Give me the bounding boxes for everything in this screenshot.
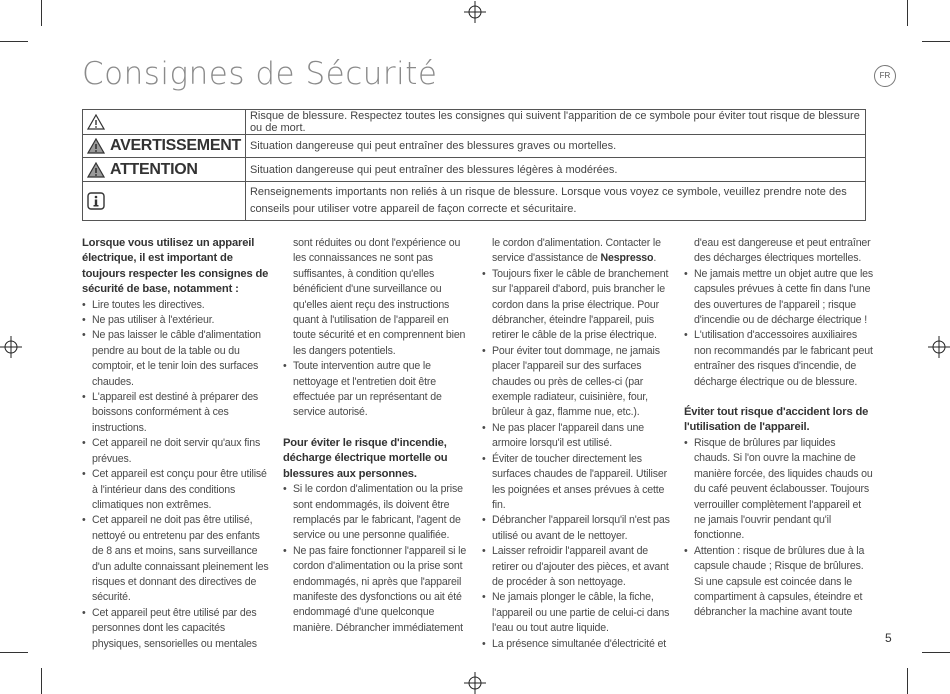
bullet-list (283, 482, 473, 636)
crop-mark (907, 0, 908, 26)
language-badge: FR (874, 65, 896, 87)
section-heading: Lorsque vous utilisez un appareil électrique, il est important de toujours respecter les consignes de sécurité de base, notamment : (82, 237, 269, 296)
continuation-text (482, 236, 672, 267)
crop-mark (907, 668, 908, 694)
text-column-1 (82, 236, 272, 652)
registration-mark-icon (928, 336, 950, 358)
registration-mark-icon (464, 1, 486, 23)
spacer (283, 421, 473, 436)
list-item: • Cet appareil ne doit servir qu'aux fins prévues. (82, 436, 272, 467)
list-item: • Risque de brûlures par liquides chauds. Si l'on ouvre la machine de manière forcée, des liquides chauds ou du café peuvent éclabousser. Toujours verrouiller complètement l'appareil et ne jamais l'ouvrir pendant qu'il fonctionne. (684, 436, 874, 544)
crop-mark (922, 652, 950, 653)
bullet-list (684, 267, 874, 390)
text-column-4 (684, 236, 874, 621)
list-item: • Cet appareil ne doit pas être utilisé, nettoyé ou entretenu par des enfants de 8 ans et moins, sans surveillance d'un adulte connaissant pleinement les risques et donnant des directives de sécurité. (82, 513, 272, 605)
list-item: • Si le cordon d'alimentation ou la prise sont endommagés, ils doivent être remplacés par le fabricant, l'agent de service ou une personne qualifiée. (283, 482, 473, 544)
continuation-text-end: . (653, 252, 657, 265)
symbol-description: Situation dangereuse qui peut entraîner des blessures légères à modérées. (245, 158, 865, 182)
warning-label: AVERTISSEMENT (110, 137, 241, 154)
text-column-2 (283, 236, 473, 636)
symbols-table (82, 109, 866, 221)
list-item: • Débrancher l'appareil lorsqu'il n'est pas utilisé ou avant de le nettoyer. (482, 513, 672, 544)
continuation-text: sont réduites ou dont l'expérience ou les connaissances ne sont pas suffisantes, à condition qu'elles bénéficient d'une surveillance ou qu'elles aient reçu des instructions quant à l'utilisation de l'appareil en toute sécurité et en comprennent bien les dangers potentiels. (293, 237, 466, 357)
bullet-list (684, 436, 874, 621)
warning-triangle-filled-icon (87, 162, 105, 178)
list-item: • Ne pas faire fonctionner l'appareil si le cordon d'alimentation ou la prise sont endommagés, ni après que l'appareil manifeste des dysfonctions ou ait été endommagé d'une quelconque manière. Débrancher immédiatement (283, 544, 473, 636)
brand-name: Nespresso (600, 252, 654, 265)
continuation-text-start: le cordon d'alimentation. Contacter le service d'assistance de (492, 237, 661, 265)
section-heading: Éviter tout risque d'accident lors de l'utilisation de l'appareil. (684, 406, 869, 434)
symbol-row (83, 158, 866, 182)
registration-mark-icon (0, 336, 22, 358)
list-item: • Ne pas utiliser à l'extérieur. (82, 313, 272, 328)
crop-mark (0, 41, 28, 42)
crop-mark (41, 668, 42, 694)
spacer (684, 390, 874, 405)
warning-triangle-outline-icon (87, 114, 105, 130)
list-item: • Éviter de toucher directement les surfaces chaudes de l'appareil. Utiliser les poignées et anses prévues à cette fin. (482, 452, 672, 514)
bullet-list (482, 267, 672, 652)
continuation-text: d'eau est dangereuse et peut entraîner des décharges électriques mortelles. (694, 237, 871, 265)
list-item: • Laisser refroidir l'appareil avant de retirer ou d'ajouter des pièces, et avant de procéder à son nettoyage. (482, 544, 672, 590)
text-column-3 (482, 236, 672, 652)
symbol-cell (83, 110, 246, 135)
list-item: • Toute intervention autre que le nettoyage et l'entretien doit être effectuée par un représentant de service autorisé. (283, 359, 473, 421)
list-item: • Pour éviter tout dommage, ne jamais placer l'appareil sur des surfaces chaudes ou près de celles-ci (par exemple radiateur, cuisinière, four, brûleur à gaz, flamme nue, etc.). (482, 344, 672, 421)
symbol-cell (83, 182, 246, 221)
list-item: • Toujours fixer le câble de branchement sur l'appareil d'abord, puis brancher le cordon dans la prise électrique. Pour débrancher, éteindre l'appareil, puis retirer le câble de la prise électrique. (482, 267, 672, 344)
list-item: • L'appareil est destiné à préparer des boissons conformément à ces instructions. (82, 390, 272, 436)
symbol-cell (83, 158, 246, 182)
attention-label: ATTENTION (110, 160, 198, 178)
symbol-cell (83, 135, 246, 158)
warning-triangle-filled-icon (87, 138, 105, 154)
list-item: • L'utilisation d'accessoires auxiliaires non recommandés par le fabricant peut entraîner des risques d'incendie, de décharge électrique ou de blessure. (684, 328, 874, 390)
symbol-row (83, 110, 866, 135)
list-item: • Ne pas laisser le câble d'alimentation pendre au bout de la table ou du comptoir, et le tenir loin des surfaces chaudes. (82, 328, 272, 390)
registration-mark-icon (464, 672, 486, 694)
list-item: • Lire toutes les directives. (82, 298, 272, 313)
symbol-description: Situation dangereuse qui peut entraîner des blessures graves ou mortelles. (245, 135, 865, 158)
symbol-row (83, 182, 866, 221)
symbol-description: Renseignements importants non reliés à un risque de blessure. Lorsque vous voyez ce symbole, veuillez prendre note des conseils pour utiliser votre appareil de façon correcte et sécuritaire. (245, 182, 865, 221)
crop-mark (41, 0, 42, 26)
page-number: 5 (885, 631, 892, 645)
info-icon (87, 192, 105, 210)
list-item: • Ne jamais plonger le câble, la fiche, l'appareil ou une partie de celui-ci dans l'eau ou tout autre liquide. (482, 590, 672, 636)
list-item: • La présence simultanée d'électricité et (482, 637, 672, 652)
section-heading: Pour éviter le risque d'incendie, décharge électrique mortelle ou blessures aux personnes. (283, 436, 448, 480)
bullet-list (283, 359, 473, 421)
bullet-list (82, 298, 272, 652)
page-title: Consignes de Sécurité (82, 56, 438, 92)
crop-mark (922, 41, 950, 42)
symbol-description: Risque de blessure. Respectez toutes les consignes qui suivent l'apparition de ce symbole pour éviter tout risque de blessure ou de mort. (245, 110, 865, 135)
list-item: • Ne jamais mettre un objet autre que les capsules prévues à cette fin dans l'une des ouvertures de l'appareil ; risque d'incendie ou de décharge électrique ! (684, 267, 874, 329)
list-item: • Cet appareil est conçu pour être utilisé à l'intérieur dans des conditions climatiques non extrêmes. (82, 467, 272, 513)
list-item: • Attention : risque de brûlures due à la capsule chaude ; Risque de brûlures. Si une capsule est coincée dans le compartiment à capsules, éteindre et débrancher la machine avant toute (684, 544, 874, 621)
crop-mark (0, 652, 28, 653)
symbol-row (83, 135, 866, 158)
list-item: • Cet appareil peut être utilisé par des personnes dont les capacités physiques, sensorielles ou mentales (82, 606, 272, 652)
list-item: • Ne pas placer l'appareil dans une armoire lorsqu'il est utilisé. (482, 421, 672, 452)
